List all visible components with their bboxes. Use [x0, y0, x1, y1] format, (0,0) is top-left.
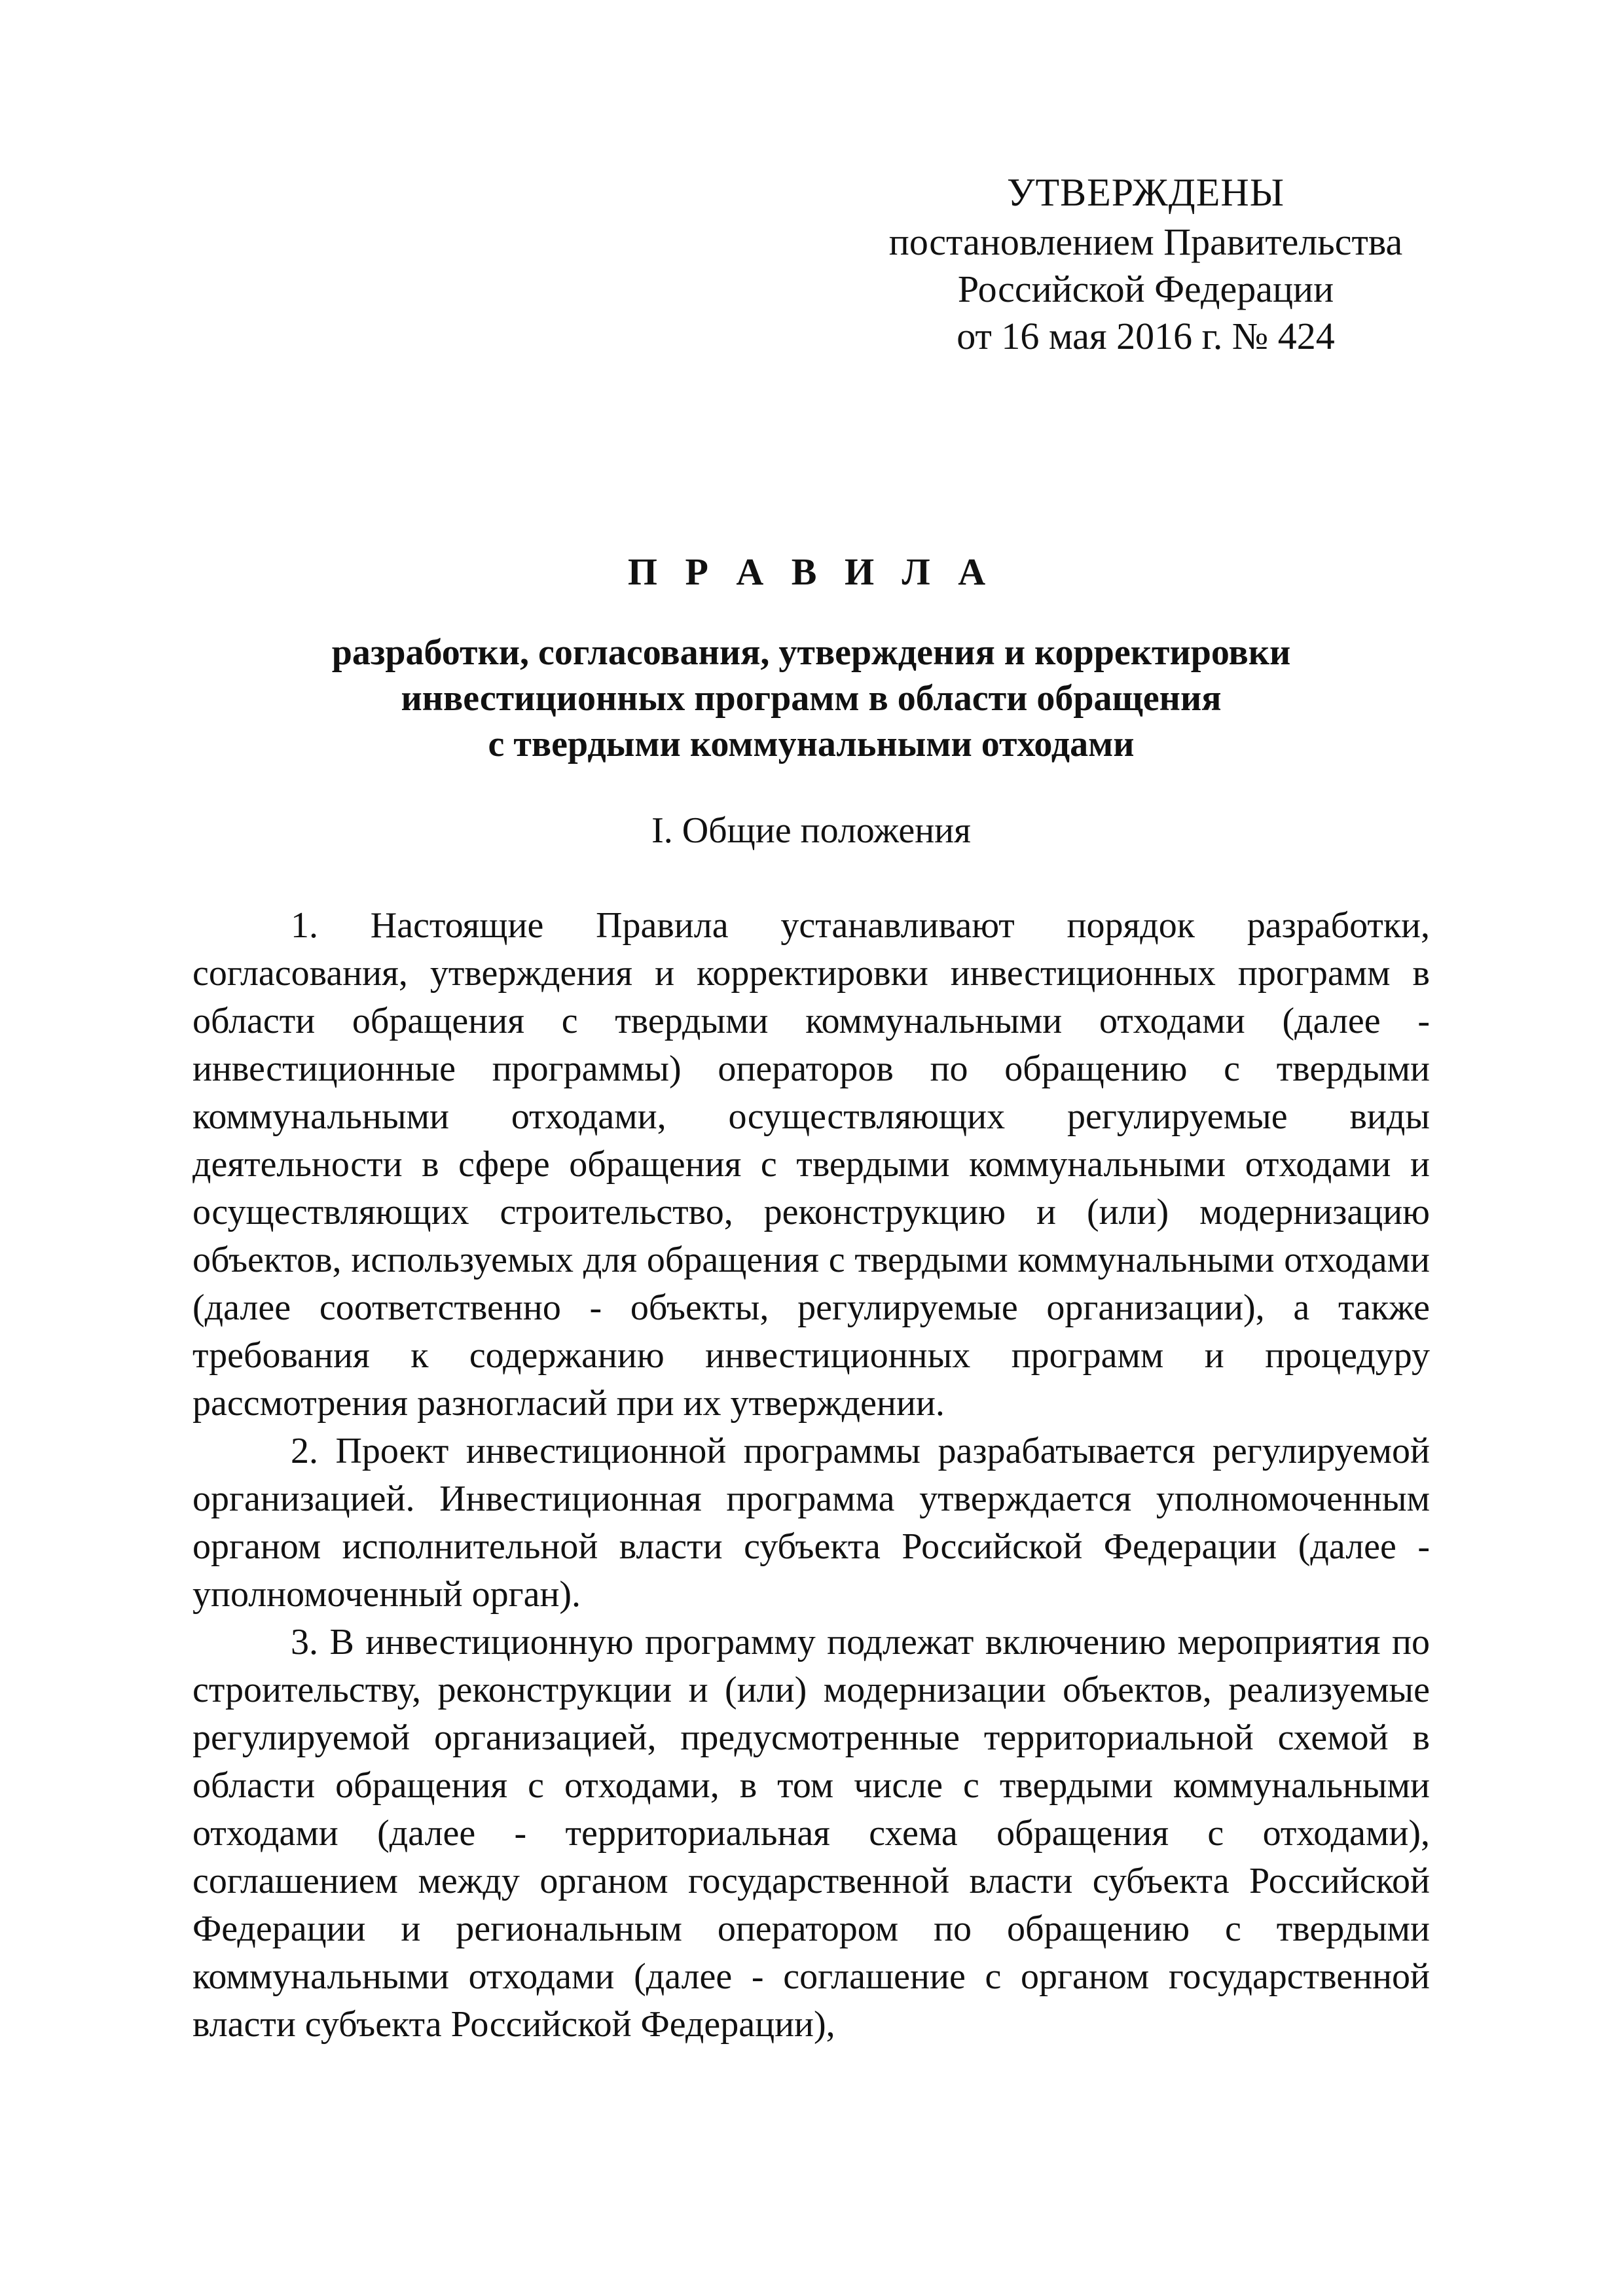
approval-line: Российской Федерации [957, 268, 1334, 310]
section-title: I. Общие положения [651, 810, 971, 851]
paragraph-1: 1. Настоящие Правила устанавливают порядок разработки, согласования, утверждения и корректировки инвестиционных программ в области обращения с твердыми коммунальными отходами (далее - инвестиционные программы) операторов по обращению с твердыми коммунальными отходами, осуществляющих регулируемые виды деятельности в сфере обращения с твердыми коммунальными отходами и осуществляющих строительство, реконструкцию и (или) модернизацию объектов, используемых для обращения с твердыми коммунальными отходами (далее соответственно - объекты, регулируемые организации), а также требования к содержанию инвестиционных программ и процедуру рассмотрения разногласий при их утверждении. [192, 905, 1430, 1424]
document-subtitle [192, 630, 1430, 767]
subtitle-line: инвестиционных программ в области обращения [401, 678, 1222, 719]
subtitle-line: разработки, согласования, утверждения и корректировки [331, 632, 1291, 673]
document-title: П Р А В И Л А [627, 550, 995, 593]
paragraph-3: 3. В инвестиционную программу подлежат включению мероприятия по строительству, реконструкции и (или) модернизации объектов, реализуемые регулируемой организацией, предусмотренные территориальной схемой в области обращения с отходами, в том числе с твердыми коммунальными отходами (далее - территориальная схема обращения с отходами), соглашением между органом государственной власти субъекта Российской Федерации и региональным оператором по обращению с твердыми коммунальными отходами (далее - соглашение с органом государственной власти субъекта Российской Федерации), [192, 1622, 1430, 2045]
body-text [192, 902, 1430, 2049]
approval-heading: УТВЕРЖДЕНЫ [1006, 171, 1285, 214]
subtitle-line: с твердыми коммунальными отходами [488, 724, 1135, 764]
approval-stamp [851, 169, 1440, 360]
paragraph-2: 2. Проект инвестиционной программы разрабатывается регулируемой организацией. Инвестиционная программа утверждается уполномоченным органом исполнительной власти субъекта Российской Федерации (далее - уполномоченный орган). [192, 1431, 1430, 1615]
approval-date-number: от 16 мая 2016 г. № 424 [957, 315, 1335, 357]
title-block [192, 548, 1430, 767]
approval-line: постановлением Правительства [888, 221, 1403, 263]
